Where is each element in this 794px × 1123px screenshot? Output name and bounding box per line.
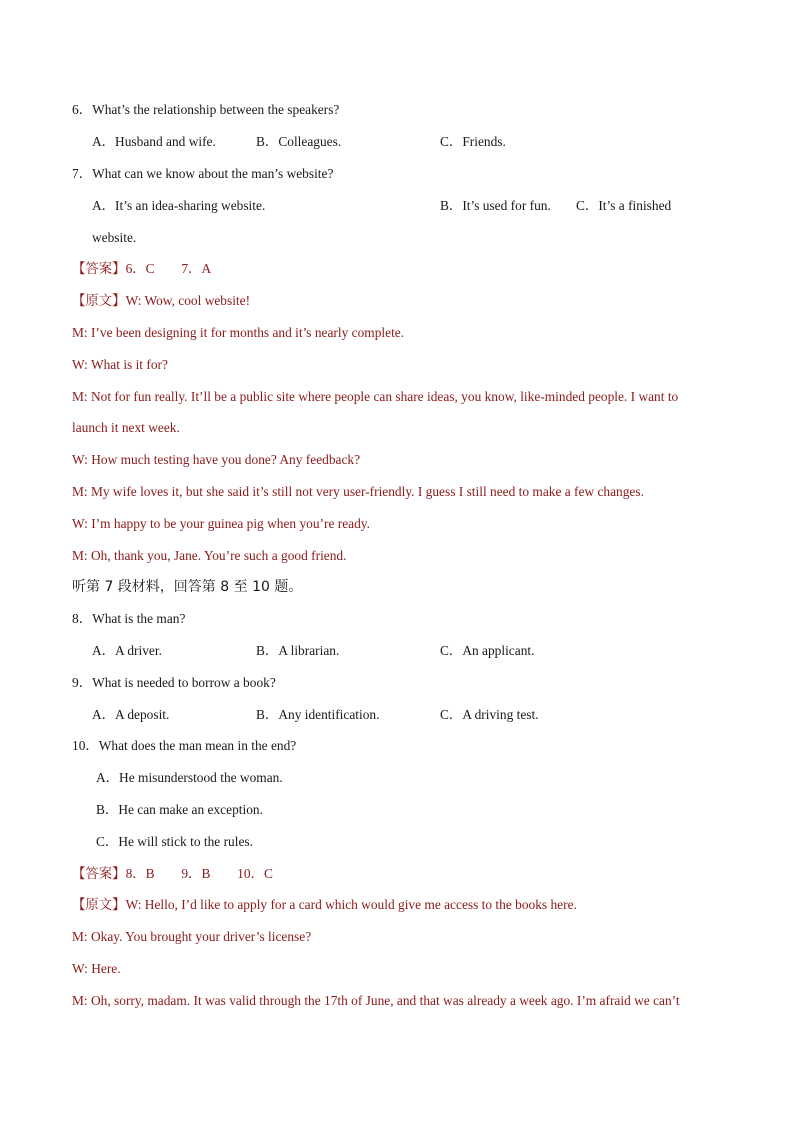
question-6-option-c: C．Friends. xyxy=(440,134,506,149)
transcript-label: 【原文】 xyxy=(72,293,126,308)
question-9-option-a: A．A deposit. xyxy=(92,707,170,722)
answer-text: 8．B 9．B 10．C xyxy=(125,866,273,881)
transcript-block-2-first xyxy=(72,896,577,914)
answer-label: 【答案】 xyxy=(72,261,126,276)
transcript-block-1-first xyxy=(72,292,250,310)
transcript-line: W: How much testing have you done? Any feedback? xyxy=(72,452,361,467)
transcript-line: W: Hello, I’d like to apply for a card which would give me access to the books here. xyxy=(125,897,577,912)
transcript-line: launch it next week. xyxy=(72,420,180,435)
transcript-line: M: Not for fun really. It’ll be a public site where people can share ideas, you know, like-minded people. I want to xyxy=(72,389,679,404)
transcript-line: M: Okay. You brought your driver’s license? xyxy=(72,929,312,944)
transcript-line: M: I’ve been designing it for months and it’s nearly complete. xyxy=(72,325,405,340)
question-10-stem: 10．What does the man mean in the end? xyxy=(72,738,297,753)
question-10-option-c: C．He will stick to the rules. xyxy=(96,834,253,849)
transcript-line: M: Oh, sorry, madam. It was valid through the 17th of June, and that was already a week ago. I’m afraid we can’t xyxy=(72,993,680,1008)
question-8-option-b: B．A librarian. xyxy=(256,643,340,658)
answer-label: 【答案】 xyxy=(72,866,126,881)
transcript-line: M: Oh, thank you, Jane. You’re such a good friend. xyxy=(72,548,347,563)
question-10-option-a: A．He misunderstood the woman. xyxy=(96,770,283,785)
question-9-stem: 9．What is needed to borrow a book? xyxy=(72,675,276,690)
question-7-option-c: C．It’s a finished xyxy=(576,198,672,213)
question-9-option-c: C．A driving test. xyxy=(440,707,539,722)
transcript-label: 【原文】 xyxy=(72,897,126,912)
answer-text: 6．C 7．A xyxy=(125,261,212,276)
question-8-option-a: A．A driver. xyxy=(92,643,162,658)
question-9-option-b: B．Any identification. xyxy=(256,707,380,722)
answer-block-1 xyxy=(72,260,211,278)
question-6-stem: 6．What’s the relationship between the speakers? xyxy=(72,102,340,117)
transcript-line: W: Wow, cool website! xyxy=(125,293,251,308)
section-heading: 听第 7 段材料，回答第 8 至 10 题。 xyxy=(72,579,303,595)
transcript-line: M: My wife loves it, but she said it’s still not very user-friendly. I guess I still need to make a few changes. xyxy=(72,484,644,499)
question-7-option-a: A．It’s an idea-sharing website. xyxy=(92,198,266,213)
question-10-option-b: B．He can make an exception. xyxy=(96,802,263,817)
question-6-option-a: A．Husband and wife. xyxy=(92,134,216,149)
transcript-line: W: I’m happy to be your guinea pig when you’re ready. xyxy=(72,516,370,531)
question-6-option-b: B．Colleagues. xyxy=(256,134,342,149)
question-7-option-b: B．It’s used for fun. xyxy=(440,198,551,213)
transcript-line: W: What is it for? xyxy=(72,357,168,372)
transcript-line: W: Here. xyxy=(72,961,121,976)
question-7-stem: 7．What can we know about the man’s website? xyxy=(72,166,334,181)
answer-block-2 xyxy=(72,865,273,883)
question-7-option-c-continued: website. xyxy=(92,230,137,245)
question-8-option-c: C．An applicant. xyxy=(440,643,535,658)
question-8-stem: 8．What is the man? xyxy=(72,611,186,626)
